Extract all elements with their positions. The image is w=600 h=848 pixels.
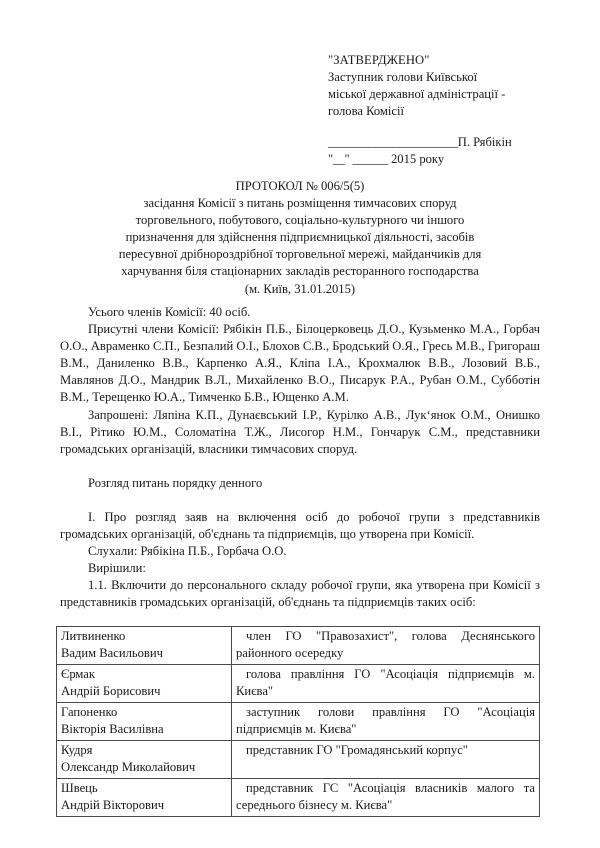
person-role-cell: представник ГС "Асоціація власників малого та середнього бізнесу м. Києва" (232, 779, 540, 817)
document-title (60, 178, 540, 298)
person-role-cell: заступник голови правління ГО "Асоціація підприємців м. Києва" (232, 703, 540, 741)
person-surname: Гапоненко (61, 705, 118, 719)
agenda-heading: Розгляд питань порядку денного (88, 475, 263, 490)
person-role-cell: голова правління ГО "Асоціація підприємців м. Києва" (232, 665, 540, 703)
decided-paragraph: Вирішили: (88, 561, 146, 576)
person-surname: Єрмак (61, 667, 96, 681)
paragraph-spacer-1 (60, 458, 540, 475)
person-surname: Швець (61, 781, 98, 795)
total-members-paragraph: Усього членів Комісії: 40 осіб. (88, 305, 251, 319)
persons-table-body (57, 627, 540, 817)
approval-line-1: Заступник голови Київської (328, 70, 478, 84)
present-members-paragraph: Присутні члени Комісії: Рябікін П.Б., Білоцерковець Д.О., Кузьменко М.А., Горбач О.О., Авраменко С.П., Безпалий О.І., Блохов С.В., Бродський О.Я., Гресь М.В., Григораш В.М., Даниленко В.В., Карпенко А.Я., Кліпа І.А., Крохмалюк В.В., Лозовий В.Б., Мавлянов Д.О., Мандрик В.Л., Михайленко В.О., Писарук Р.А., Рубан О.М., Субботін В.М., Терещенко Ю.А., Тимченко Б.В., Ющенко А.М. (60, 322, 540, 405)
title-line-7: (м. Київ, 31.01.2015) (244, 281, 356, 296)
person-name-cell (57, 627, 232, 665)
date-year: 2015 року (390, 152, 445, 166)
title-line-2: засідання Комісії з питань розміщення тимчасових споруд (143, 196, 457, 211)
title-line-5: пересувної дрібнороздрібної торговельної мережі, майданчиків для (118, 247, 482, 262)
document-body (60, 304, 540, 612)
person-name-cell (57, 703, 232, 741)
title-line-3: торговельного, побутового, соціально-культурного чи іншого (135, 213, 465, 228)
title-line-6: харчування біля стаціонарних закладів ресторанного господарства (121, 264, 479, 279)
paragraph-spacer-2 (60, 492, 540, 509)
person-given-name: Олександр Миколайович (61, 760, 196, 774)
table-row (57, 741, 540, 779)
signature-rule: ______________________ (328, 135, 458, 149)
heard-paragraph: Слухали: Рябікіна П.Б., Горбача О.О. (88, 544, 287, 559)
person-role-cell: представник ГО "Громадянський корпус" (232, 741, 540, 779)
invited-paragraph: Запрошені: Ляпіна К.П., Дунаєвський І.Р., Курілко А.В., Лук‘янок О.М., Онишко В.І., Рітико Ю.М., Соломатіна Т.Ж., Лисогор Н.М., Гончарук С.М., представники громадських організацій, власники тимчасових споруд. (60, 407, 540, 456)
signature-block (328, 134, 540, 168)
person-given-name: Андрій Борисович (61, 684, 161, 698)
signature-name-row (328, 134, 540, 151)
table-row (57, 779, 540, 817)
persons-table (56, 626, 540, 817)
approval-line-3: голова Комісії (328, 104, 404, 118)
title-line-1: ПРОТОКОЛ № 006/5(5) (235, 179, 365, 193)
decision-item-1-1: 1.1. Включити до персонального складу робочої групи, яка утворена при Комісії з представників громадських організацій, об'єднань та підприємців таких осіб: (60, 578, 540, 610)
person-surname: Кудря (61, 743, 93, 757)
approval-block (328, 52, 540, 120)
table-row (57, 627, 540, 665)
signature-date-row (328, 151, 540, 168)
date-quote-blank: "__" (328, 152, 350, 166)
person-given-name: Андрій Вікторович (61, 798, 165, 812)
signature-name: П. Рябікін (457, 135, 512, 149)
date-month-blank: ______ (352, 152, 388, 166)
person-name-cell (57, 741, 232, 779)
title-line-4: призначення для здійснення підприємницької діяльності, засобів (125, 230, 475, 245)
agenda-item-i: І. Про розгляд заяв на включення осіб до робочої групи з представників громадських організацій, об'єднань та підприємців, що утворена при Комісії. (60, 509, 540, 542)
person-name-cell (57, 665, 232, 703)
person-role-cell: член ГО "Правозахист", голова Деснянського районного осередку (232, 627, 540, 665)
table-row (57, 665, 540, 703)
table-row (57, 703, 540, 741)
approval-line-2: міської державної адміністрації - (328, 87, 506, 101)
person-name-cell (57, 779, 232, 817)
person-surname: Литвиненко (61, 629, 126, 643)
person-given-name: Вадим Васильович (61, 646, 163, 660)
approval-heading: "ЗАТВЕРДЖЕНО" (328, 53, 430, 67)
person-given-name: Вікторія Василівна (61, 722, 164, 736)
